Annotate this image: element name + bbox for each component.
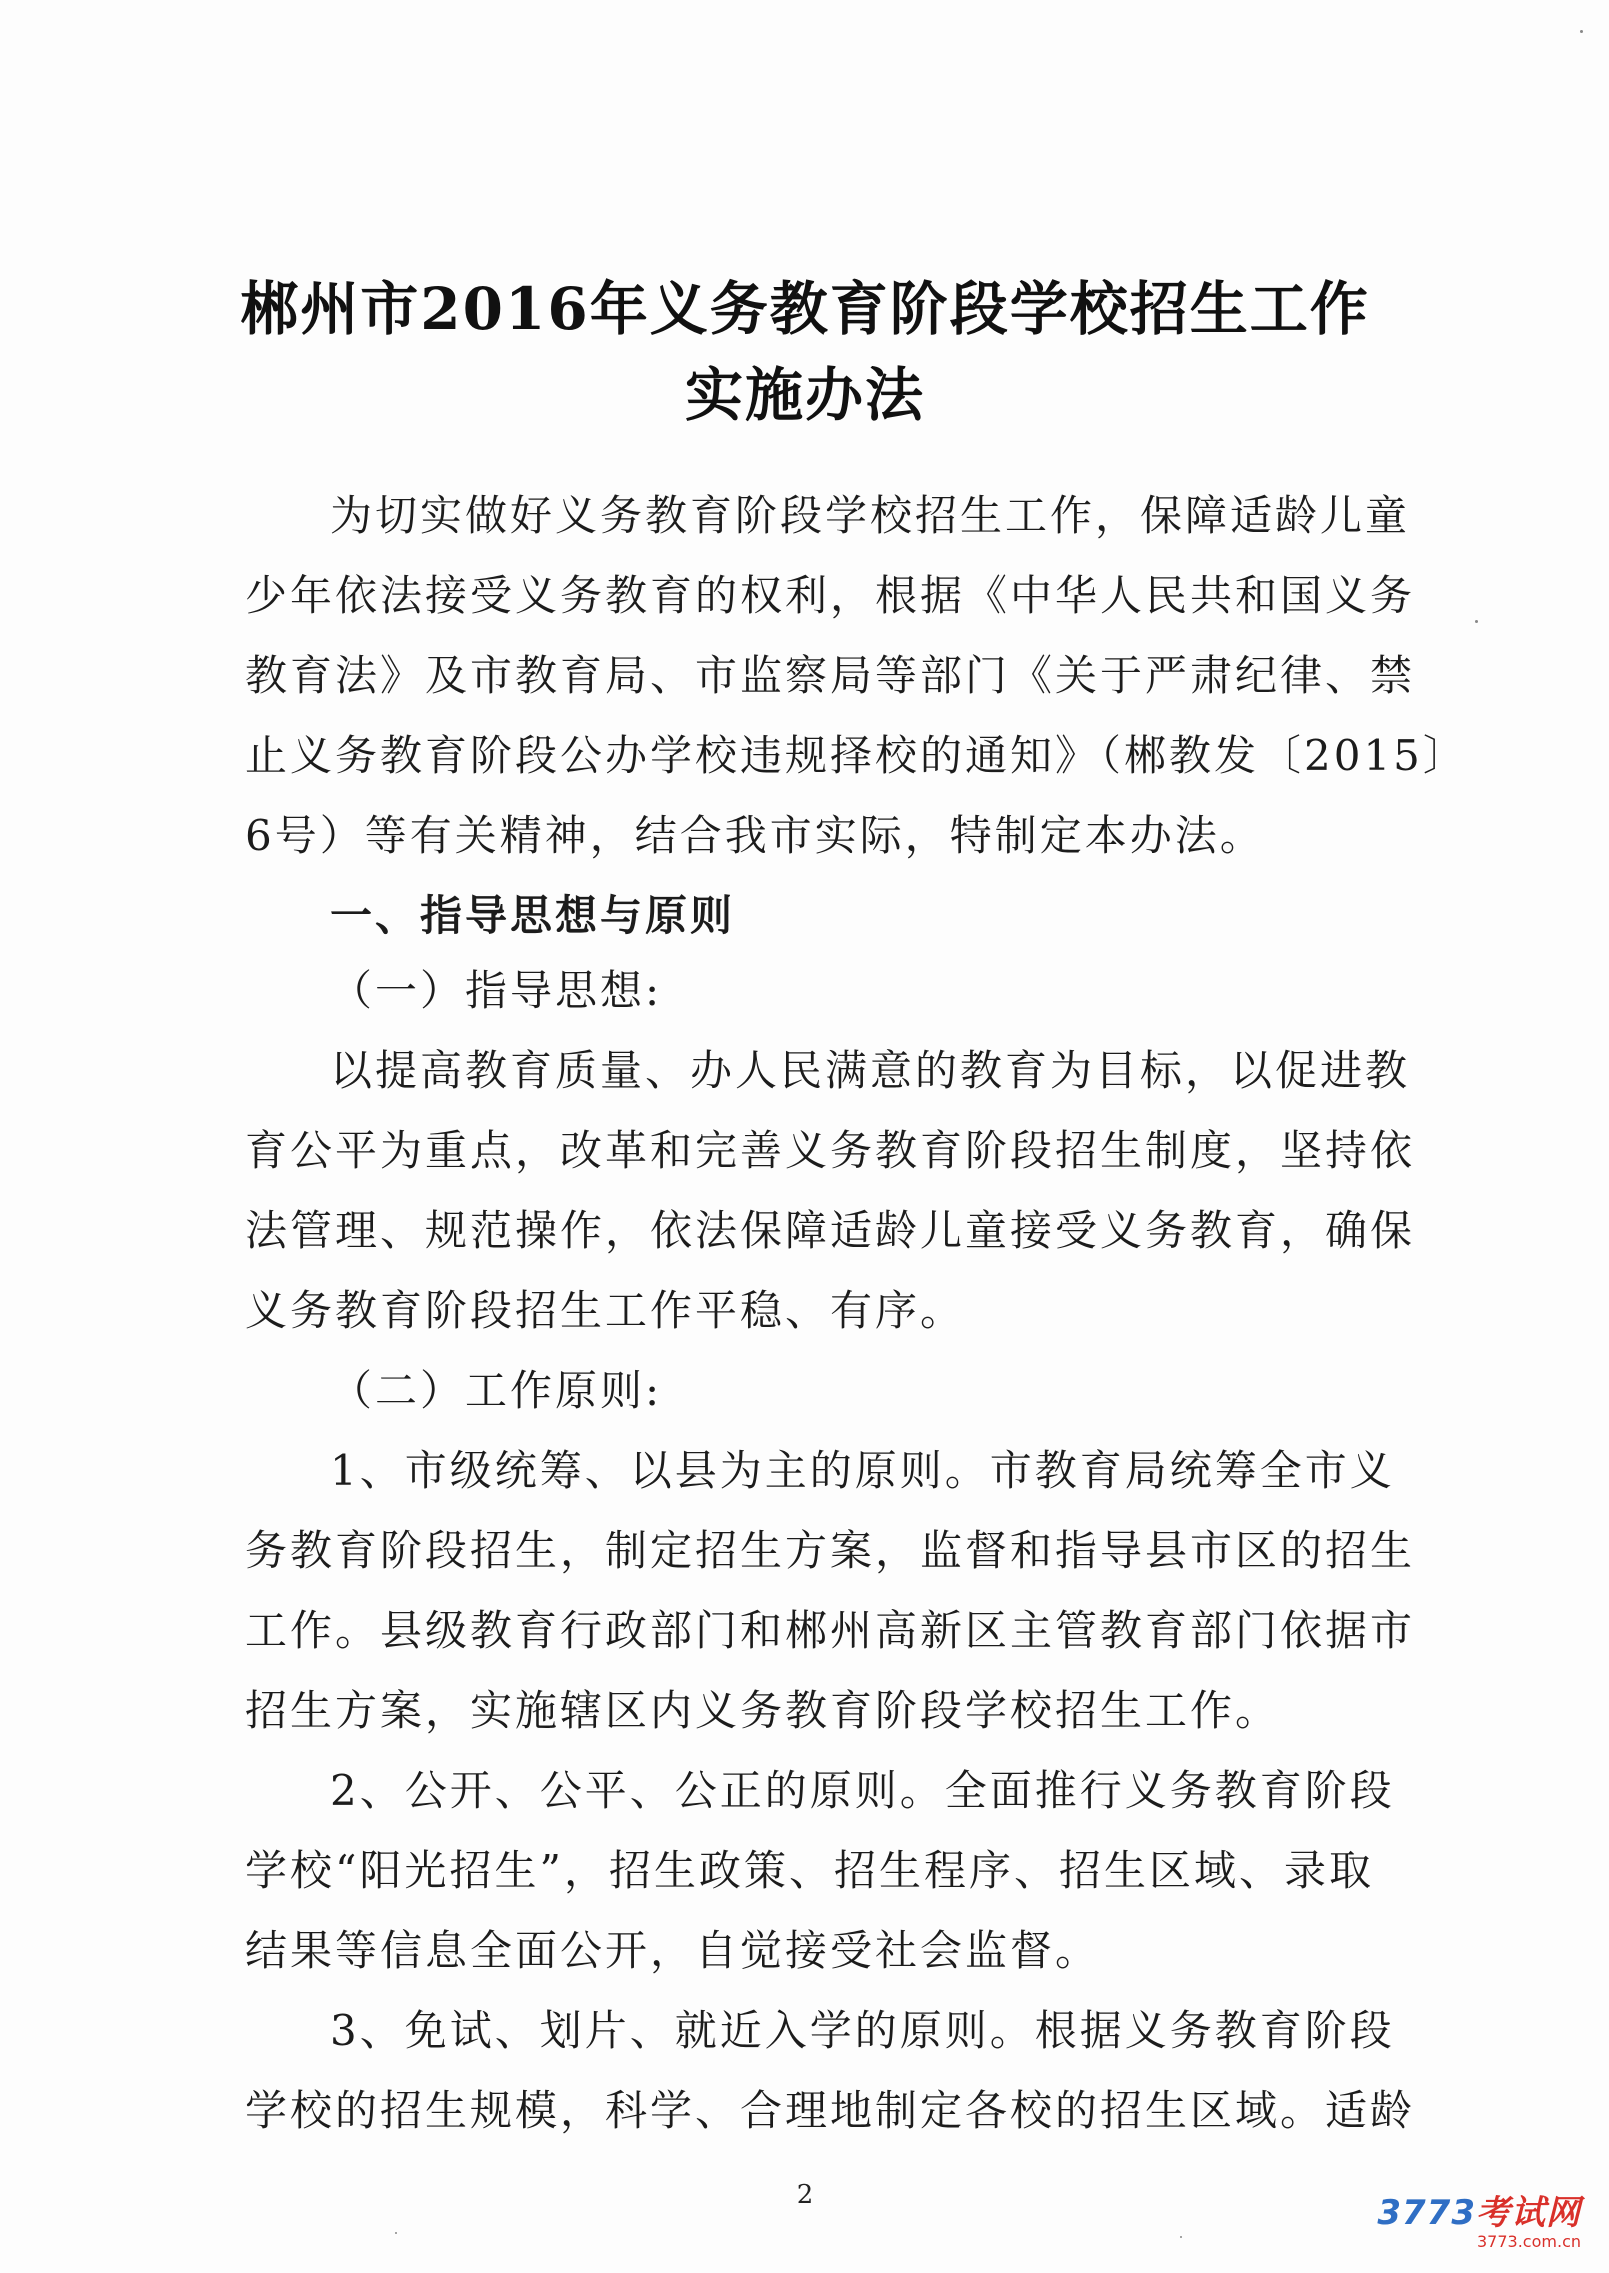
subsection-heading: （二）工作原则:	[330, 1366, 663, 1415]
paragraph-line: 工作。县级教育行政部门和郴州高新区主管教育部门依据市	[245, 1606, 1416, 1655]
paragraph-line: 义务教育阶段招生工作平稳、有序。	[245, 1286, 966, 1335]
watermark-logo-number: 3773	[1377, 2193, 1476, 2233]
paragraph-line: 1、市级统筹、以县为主的原则。市教育局统筹全市义	[330, 1446, 1395, 1495]
paragraph-line: 学校的招生规模，科学、合理地制定各校的招生区域。适龄	[245, 2086, 1416, 2135]
document-title-line1: 郴州市2016年义务教育阶段学校招生工作	[240, 275, 1370, 343]
watermark-url: 3773.com.cn	[1477, 2232, 1581, 2251]
paragraph-line: 务教育阶段招生，制定招生方案，监督和指导县市区的招生	[245, 1526, 1416, 1575]
subsection-heading: （一）指导思想:	[330, 966, 663, 1015]
document-title-line2: 实施办法	[684, 361, 925, 429]
scan-speck	[1475, 620, 1478, 623]
section-heading: 一、指导思想与原则	[330, 891, 736, 940]
paragraph-line: 2、公开、公平、公正的原则。全面推行义务教育阶段	[330, 1766, 1395, 1815]
paragraph-line: 6号）等有关精神，结合我市实际，特制定本办法。	[245, 811, 1265, 860]
scan-speck	[1180, 2236, 1182, 2238]
paragraph-line: 法管理、规范操作，依法保障适龄儿童接受义务教育，确保	[245, 1206, 1416, 1255]
scan-speck	[1580, 30, 1583, 33]
paragraph-line: 招生方案，实施辖区内义务教育阶段学校招生工作。	[245, 1686, 1281, 1735]
paragraph-line: 结果等信息全面公开，自觉接受社会监督。	[245, 1926, 1101, 1975]
watermark-logo-text: 考试网	[1476, 2193, 1581, 2233]
paragraph-line: 为切实做好义务教育阶段学校招生工作，保障适龄儿童	[330, 491, 1411, 540]
watermark-logo	[1377, 2185, 1581, 2234]
paragraph-line: 学校“阳光招生”，招生政策、招生程序、招生区域、录取	[245, 1846, 1374, 1895]
paragraph-line: 以提高教育质量、办人民满意的教育为目标，以促进教	[330, 1046, 1411, 1095]
paragraph-line: 少年依法接受义务教育的权利，根据《中华人民共和国义务	[245, 571, 1416, 620]
paragraph-line: 育公平为重点，改革和完善义务教育阶段招生制度，坚持依	[245, 1126, 1416, 1175]
scan-speck	[395, 2232, 397, 2234]
page-number: 2	[796, 2180, 814, 2210]
paragraph-line: 3、免试、划片、就近入学的原则。根据义务教育阶段	[330, 2006, 1395, 2055]
site-watermark	[1377, 2185, 1581, 2251]
paragraph-line: 教育法》及市教育局、市监察局等部门《关于严肃纪律、禁	[245, 651, 1416, 700]
paragraph-line: 止义务教育阶段公办学校违规择校的通知》（郴教发〔2015〕	[245, 731, 1468, 780]
